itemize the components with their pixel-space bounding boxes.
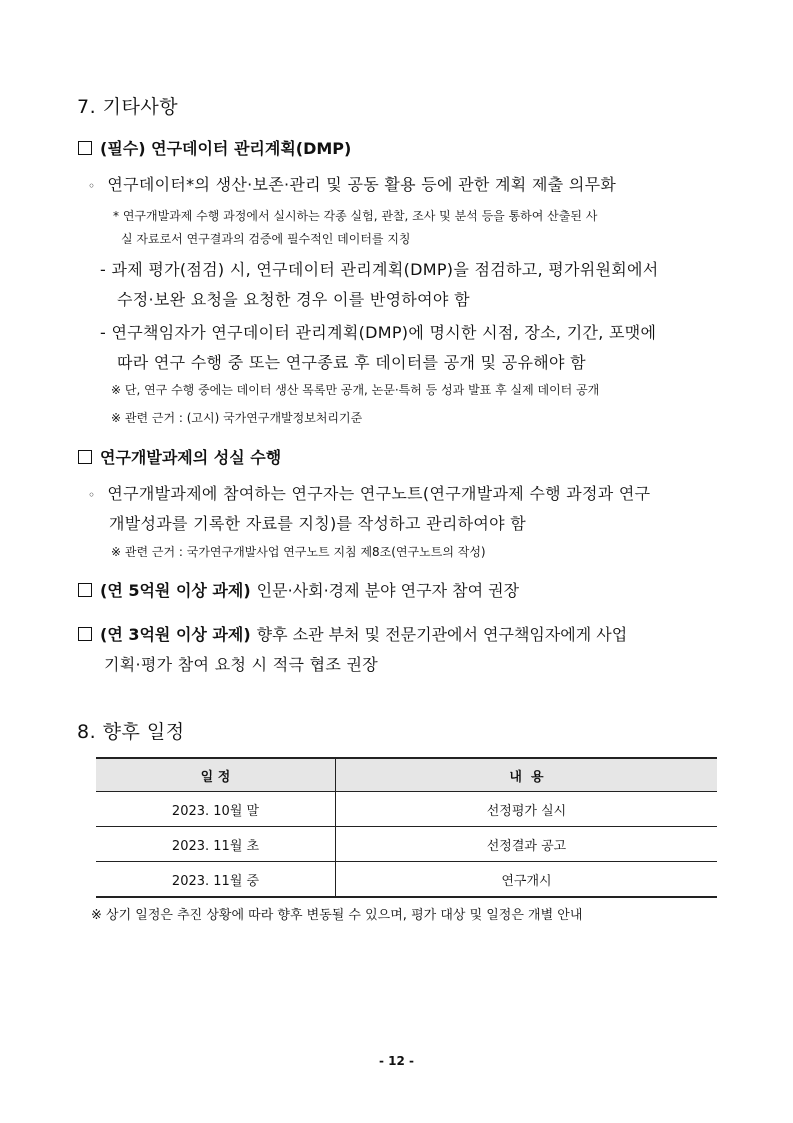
item-500m-text: 인문·사회·경제 분야 연구자 참여 권장 (256, 581, 520, 600)
column-header-schedule: 일 정 (96, 758, 336, 792)
checkbox-square-icon (78, 141, 92, 155)
schedule-date: 2023. 11월 초 (96, 827, 336, 862)
item-300m-continuation: 기획·평가 참여 요청 시 적극 협조 권장 (104, 655, 379, 674)
integrity-bullet-text: 연구개발과제에 참여하는 연구자는 연구노트(연구개발과제 수행 과정과 연구 (107, 484, 651, 503)
dmp-bullet-text: 연구데이터*의 생산·보존·관리 및 공동 활용 등에 관한 계획 제출 의무화 (107, 175, 617, 194)
table-row (96, 827, 717, 862)
schedule-date: 2023. 10월 말 (96, 792, 336, 827)
table-row (96, 792, 717, 827)
checkbox-square-icon (78, 450, 92, 464)
item-500m-bold: (연 5억원 이상 과제) (100, 581, 251, 600)
circle-bullet-icon: ◦ (88, 488, 96, 502)
integrity-bullet-line2: 개발성과를 기록한 자료를 지칭)를 작성하고 관리하여야 함 (109, 514, 527, 533)
checkbox-square-icon (78, 627, 92, 641)
integrity-bullet-line1 (88, 481, 650, 504)
integrity-title (78, 445, 281, 468)
item-300m-bold: (연 3억원 이상 과제) (100, 625, 251, 644)
dmp-footnote-line1: * 연구개발과제 수행 과정에서 실시하는 각종 실험, 관찰, 조사 및 분석 등을 통하여 산출된 사 (113, 209, 598, 223)
dmp-note1: ※ 단, 연구 수행 중에는 데이터 생산 목록만 공개, 논문·특허 등 성과 발표 후 실제 데이터 공개 (111, 383, 600, 397)
dmp-footnote-line2: 실 자료로서 연구결과의 검증에 필수적인 데이터를 지칭 (121, 232, 411, 246)
dmp-title-text: (필수) 연구데이터 관리계획(DMP) (100, 139, 352, 158)
dmp-title (78, 136, 351, 159)
schedule-table (96, 757, 717, 898)
schedule-content: 선정평가 실시 (336, 792, 718, 827)
page-number: - 12 - (378, 1054, 414, 1068)
schedule-content: 연구개시 (336, 862, 718, 898)
table-row (96, 862, 717, 898)
dmp-dash1-line2: 수정·보완 요청을 요청한 경우 이를 반영하여야 함 (117, 290, 470, 309)
item-300m-title (78, 622, 627, 645)
schedule-note: ※ 상기 일정은 추진 상황에 따라 향후 변동될 수 있으며, 평가 대상 및 일정은 개별 안내 (91, 908, 583, 923)
dmp-bullet (88, 172, 616, 195)
column-header-content: 내 용 (336, 758, 718, 792)
dmp-dash1-line1: - 과제 평가(점검) 시, 연구데이터 관리계획(DMP)을 점검하고, 평가위원회에서 (100, 260, 659, 279)
schedule-content: 선정결과 공고 (336, 827, 718, 862)
dmp-dash2-line2: 따라 연구 수행 중 또는 연구종료 후 데이터를 공개 및 공유해야 함 (117, 353, 586, 372)
schedule-date: 2023. 11월 중 (96, 862, 336, 898)
item-500m-title (78, 578, 519, 601)
checkbox-square-icon (78, 583, 92, 597)
item-300m-text: 향후 소관 부처 및 전문기관에서 연구책임자에게 사업 (256, 625, 628, 644)
section-7-heading: 7. 기타사항 (77, 96, 179, 118)
integrity-title-text: 연구개발과제의 성실 수행 (100, 448, 282, 467)
circle-bullet-icon: ◦ (88, 179, 96, 193)
dmp-note2: ※ 관련 근거 : (고시) 국가연구개발정보처리기준 (111, 411, 363, 425)
dmp-dash2-line1: - 연구책임자가 연구데이터 관리계획(DMP)에 명시한 시점, 장소, 기간, 포맷에 (100, 323, 657, 342)
integrity-note: ※ 관련 근거 : 국가연구개발사업 연구노트 지침 제8조(연구노트의 작성) (111, 545, 486, 559)
table-header-row (96, 758, 717, 792)
section-8-heading: 8. 향후 일정 (77, 721, 185, 743)
